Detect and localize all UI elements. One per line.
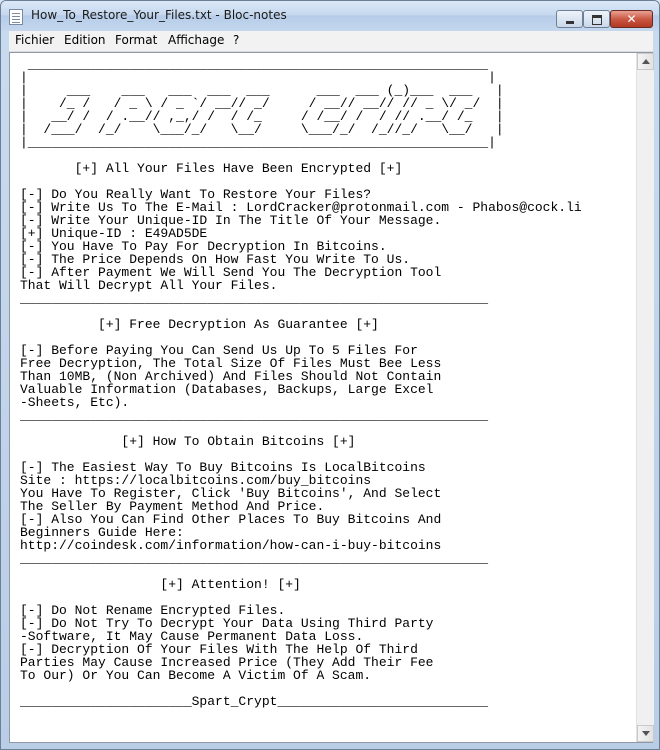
menu-fichier[interactable]: Fichier [15, 33, 55, 47]
scroll-down-arrow-icon[interactable] [637, 725, 654, 742]
window-title: How_To_Restore_Your_Files.txt - Bloc-notes [31, 8, 287, 22]
menu-edition[interactable]: Edition [64, 33, 106, 47]
document-text[interactable]: ___________________________________________________________ | | | ___ ___ ___ ___ ___ ___ ___ (_)___ ___ | | /_ / / _ \ / _ `/ __// _/ / __// __// // _ \/ _/ | | __/ / / .__// ,_,/ / / /_ / /__/ / / // .__/ /_ | | /___/ /_/ \___/_/ \__/ \___/_/ /_//_/ \__/ | |___________________________________________________________| [+] All Your Files Have Been Encrypted [+] [-] Do You Really Want To Restore Your Files? [-] Write Us To The E-Mail : LordCracker@protonmail.com - Phabos@cock.li [-] Write Your Unique-ID In The Title Of Your Message. [+] Unique-ID : E49AD5DE [-] You Have To Pay For Decryption In Bitcoins. [-] The Price Depends On How Fast You Write To Us. [-] After Payment We Will Send You The Decryption Tool That Will Decrypt All Your Files. ____________________________________________________________ [+] Free Decryption As Guarantee [+] [-] Before Paying You Can Send Us Up To 5 Files For Free Decryption, The Total Size Of Files Must Bee Less Than 10MB, (Non Archived) And Files Should Not Contain Valuable Information (Databases, Backups, Large Excel -Sheets, Etc). ____________________________________________________________ [+] How To Obtain Bitcoins [+] [-] The Easiest Way To Buy Bitcoins Is LocalBitcoins Site : https://localbitcoins.com/buy_bitcoins You Have To Register, Click 'Buy Bitcoins', And Select The Seller By Payment Method And Price. [-] Also You Can Find Other Places To Buy Bitcoins And Beginners Guide Here: http://coindesk.com/information/how-can-i-buy-bitcoins ____________________________________________________________ [+] Attention! [+] [-] Do Not Rename Encrypted Files. [-] Do Not Try To Decrypt Your Data Using Third Party -Software, It May Cause Permanent Data Loss. [-] Decryption Of Your Files With The Help Of Third Parties May Cause Increased Price (They Add Their Fee To Our) Or You Can Become A Victim Of A Scam. ______________________Spart_Crypt___________________________ [20, 57, 582, 709]
close-icon: ✕ [626, 12, 637, 26]
minimize-button[interactable] [556, 10, 583, 28]
title-bar[interactable] [1, 1, 659, 31]
menu-bar [9, 31, 653, 52]
menu-affichage[interactable]: Affichage [168, 33, 225, 47]
scrollbar-track[interactable] [637, 70, 654, 725]
text-editor[interactable] [9, 52, 653, 743]
menu-help[interactable]: ? [233, 33, 240, 47]
menu-format[interactable]: Format [115, 33, 158, 47]
vertical-scrollbar[interactable] [636, 53, 654, 742]
scroll-up-arrow-icon[interactable] [637, 53, 654, 70]
maximize-button[interactable] [583, 10, 610, 28]
notepad-icon[interactable] [9, 9, 23, 25]
close-button[interactable] [610, 10, 653, 28]
